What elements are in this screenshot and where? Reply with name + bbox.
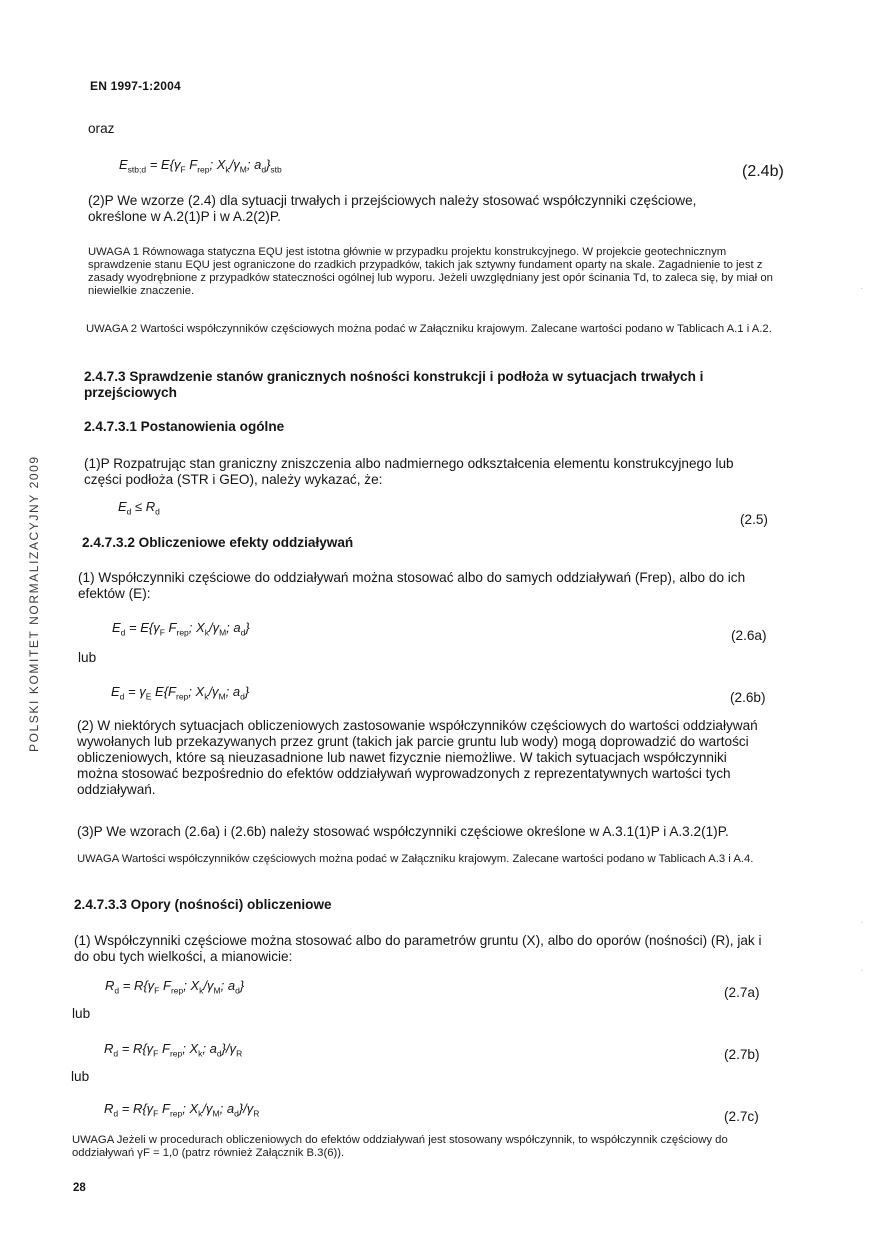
paragraph-effects-2: (2) W niektórych sytuacjach obliczeniowych zastosowanie współczynników częściowych do wartości oddziaływań wywołanych lub przekazywanych przez grunt (takich jak parcie gruntu lub wody) mogą doprowadzić do wartości obliczeniowych, które są nieuzasadnione lub nawet fizycznie niemożliwe. W takich sytuacjach współczynniki można stosować bezpośrednio do efektów oddziaływań wyprowadzonych z reprezentatywnych wartości tych oddziaływań. <box>77 718 758 797</box>
formula-2-4b: $E_{stb;d} = E\{\gamma_F$ $F_{rep}$; $X_k/\gamma_M$; $a_d\}_{stb}$ <box>119 157 282 175</box>
page-number: 28 <box>73 1182 86 1194</box>
paragraph-2p: (2)P We wzorze (2.4) dla sytuacji trwałych i przejściowych należy stosować współczynniki częściowe, określone w A.2(1)P i w A.2(2)P. <box>88 193 697 224</box>
watermark-side-text: POLSKI KOMITET NORMALIZACYJNY 2009 <box>27 455 41 752</box>
note-3: UWAGA Wartości współczynników częściowych można podać w Załączniku krajowym. Zalecane wartości podano w Tablicach A.3 i A.4. <box>77 853 754 865</box>
paragraph-resistance-1: (1) Współczynniki częściowe można stosować albo do parametrów gruntu (X), albo do oporów (nośności) (R), jak i do obu tych wielkości, a mianowicie: <box>74 933 762 964</box>
scan-mark-2: · <box>860 917 864 928</box>
text-lub-3: lub <box>71 1069 90 1084</box>
note-2: UWAGA 2 Wartości współczynników częściowych można podać w Załączniku krajowym. Zalecane wartości podano w Tablicach A.1 i A.2. <box>86 323 772 335</box>
formula-2-7a: $R_d = R\{\gamma_F$ $F_{rep}$; $X_k/\gamma_M$; $a_d$} <box>105 978 245 996</box>
paragraph-1p-general: (1)P Rozpatrując stan graniczny zniszczenia albo nadmiernego odkształcenia elementu konstrukcyjnego lub części podłoża (STR i GEO), należy wykazać, że: <box>84 456 734 487</box>
note-4: UWAGA Jeżeli w procedurach obliczeniowych do efektów oddziaływań jest stosowany współczynnik, to współczynnik częściowy do oddziaływań γF = 1,0 (patrz również Załącznik B.3(6)). <box>72 1134 728 1159</box>
formula-2-6b: $E_d = \gamma_E$ $E\{F_{rep}$; $X_k/\gamma_M$; $a_d$} <box>111 684 250 702</box>
formula-2-7b: $R_d = R\{\gamma_F$ $F_{rep}$; $X_k$; $a_d\}/\gamma_R$ <box>104 1041 243 1059</box>
equation-number-2-7a: (2.7a) <box>724 985 760 1000</box>
heading-2-4-7-3-2: 2.4.7.3.2 Obliczeniowe efekty oddziaływań <box>82 535 354 550</box>
scan-mark-3: · <box>860 965 864 976</box>
paragraph-effects-1: (1) Współczynniki częściowe do oddziaływań można stosować albo do samych oddziaływań (Frep), albo do ich efektów (E): <box>78 570 746 601</box>
equation-number-2-5: (2.5) <box>740 512 768 527</box>
formula-2-5: $E_d \le R_d$ <box>118 499 160 517</box>
heading-2-4-7-3: 2.4.7.3 Sprawdzenie stanów granicznych nośności konstrukcji i podłoża w sytuacjach trwałych i przejściowych <box>84 369 704 400</box>
equation-number-2-7c: (2.7c) <box>724 1109 759 1124</box>
equation-number-2-6a: (2.6a) <box>731 628 767 643</box>
formula-2-6a: $E_d = E\{\gamma_F$ $F_{rep}$; $X_k/\gamma_M$; $a_d$} <box>112 620 250 638</box>
text-oraz: oraz <box>88 121 115 136</box>
heading-2-4-7-3-3: 2.4.7.3.3 Opory (nośności) obliczeniowe <box>74 897 332 912</box>
equation-number-2-7b: (2.7b) <box>724 1047 760 1062</box>
equation-number-2-4b: (2.4b) <box>742 163 784 180</box>
text-lub-1: lub <box>78 650 97 665</box>
document-header: EN 1997-1:2004 <box>90 79 181 93</box>
equation-number-2-6b: (2.6b) <box>730 690 766 705</box>
scan-mark-1: · <box>860 283 864 294</box>
paragraph-effects-3p: (3)P We wzorach (2.6a) i (2.6b) należy stosować współczynniki częściowe określone w A.3.1(1)P i A.3.2(1)P. <box>77 824 729 839</box>
text-lub-2: lub <box>72 1006 91 1021</box>
note-1: UWAGA 1 Równowaga statyczna EQU jest istotna głównie w przypadku projektu konstrukcyjnego. W projekcie geotechnicznym sprawdzenie stanu EQU jest ograniczone do rzadkich przypadków, takich jak sztywny fundament oparty na skale. Zagadnienie to jest z zasady wyodrębnione z przypadków stateczności ogólnej lub wyporu. Jeżeli uwzględniany jest opór ścinania Td, to zaleca się, by miał on niewielkie znaczenie. <box>88 246 773 297</box>
heading-2-4-7-3-1: 2.4.7.3.1 Postanowienia ogólne <box>84 419 285 434</box>
formula-2-7c: $R_d = R\{\gamma_F$ $F_{rep}$; $X_k/\gamma_M$; $a_d\}/\gamma_R$ <box>104 1101 260 1119</box>
